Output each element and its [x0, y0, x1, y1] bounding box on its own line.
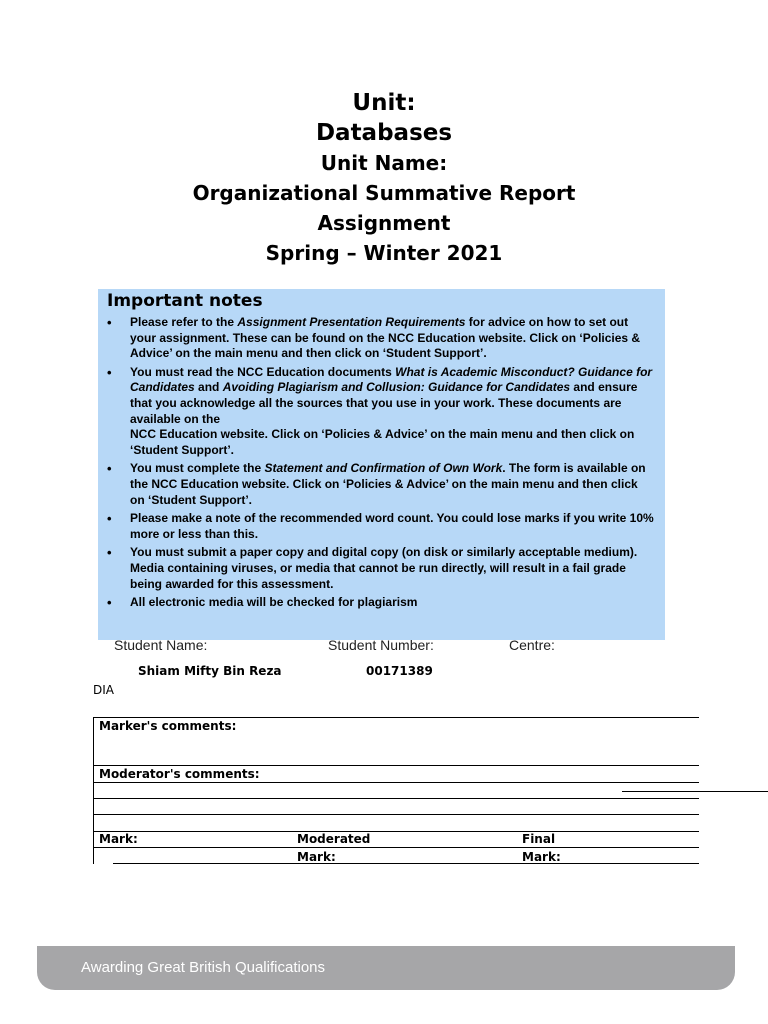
notes-heading: Important notes: [107, 291, 263, 311]
note-item: • You must submit a paper copy and digital copy (on disk or similarly acceptable medium). Media containing viruses, or media that cannot be run directly, will result in a fail grade being awarded for this assessment.: [107, 545, 655, 592]
form-line: [93, 831, 699, 832]
note-item: • Please make a note of the recommended word count. You could lose marks if you write 10% more or less than this.: [107, 511, 655, 542]
footer-banner: [37, 946, 735, 990]
stray-line: [622, 791, 768, 792]
assignment-label: Assignment: [317, 211, 451, 235]
moderated-mark-label: Mark:: [297, 850, 336, 864]
form-line: [93, 782, 699, 783]
form-line: [93, 814, 699, 815]
notes-list: [107, 315, 655, 611]
footer-text: Awarding Great British Qualifications: [81, 959, 325, 976]
student-name-label: Student Name:: [114, 637, 208, 653]
title-block: [0, 88, 768, 268]
form-line: [113, 863, 699, 864]
centre-label: Centre:: [509, 637, 555, 653]
unit-value: Databases: [315, 120, 453, 146]
unit-name-label: Unit Name:: [320, 151, 448, 175]
form-line: [93, 847, 699, 848]
final-label: Final: [522, 832, 556, 846]
form-line: [93, 765, 699, 766]
term-label: Spring – Winter 2021: [265, 241, 503, 265]
moderator-comments-label: Moderator's comments:: [99, 767, 260, 781]
note-item: • Please refer to the Assignment Presentation Requirements for advice on how to set out your assignment. These can be found on the NCC Education website. Click on ‘Policies & Advice’ on the main menu and then click on ‘Student Support’.: [107, 315, 655, 362]
note-item: • You must complete the Statement and Confirmation of Own Work. The form is available on the NCC Education website. Click on ‘Policies & Advice’ on the main menu and then click on ‘Student Support’.: [107, 461, 655, 508]
note-item: • You must read the NCC Education documents What is Academic Misconduct? Guidance for Candidates and Avoiding Plagiarism and Collusion: Guidance for Candidates and ensure that you acknowledge all the sources that you use in your work. These documents are available on the NCC Education website. Click on ‘Policies & Advice’ on the main menu and then click on ‘Student Support’.: [107, 365, 655, 459]
unit-name-value: Organizational Summative Report: [192, 181, 576, 205]
moderated-label: Moderated: [297, 832, 371, 846]
student-name-value: Shiam Mifty Bin Reza: [138, 664, 282, 678]
marker-comments-label: Marker's comments:: [99, 719, 237, 733]
unit-label: Unit:: [352, 90, 416, 116]
student-number-label: Student Number:: [328, 637, 434, 653]
marking-form: [93, 717, 699, 864]
form-line: [93, 717, 699, 718]
form-border: [93, 717, 94, 864]
important-notes-box: [98, 289, 665, 640]
student-number-value: 00171389: [366, 664, 433, 678]
mark-label: Mark:: [99, 832, 138, 846]
form-line: [93, 798, 699, 799]
final-mark-label: Mark:: [522, 850, 561, 864]
note-item: • All electronic media will be checked for plagiarism: [107, 595, 655, 611]
centre-value: DIA: [93, 683, 114, 697]
